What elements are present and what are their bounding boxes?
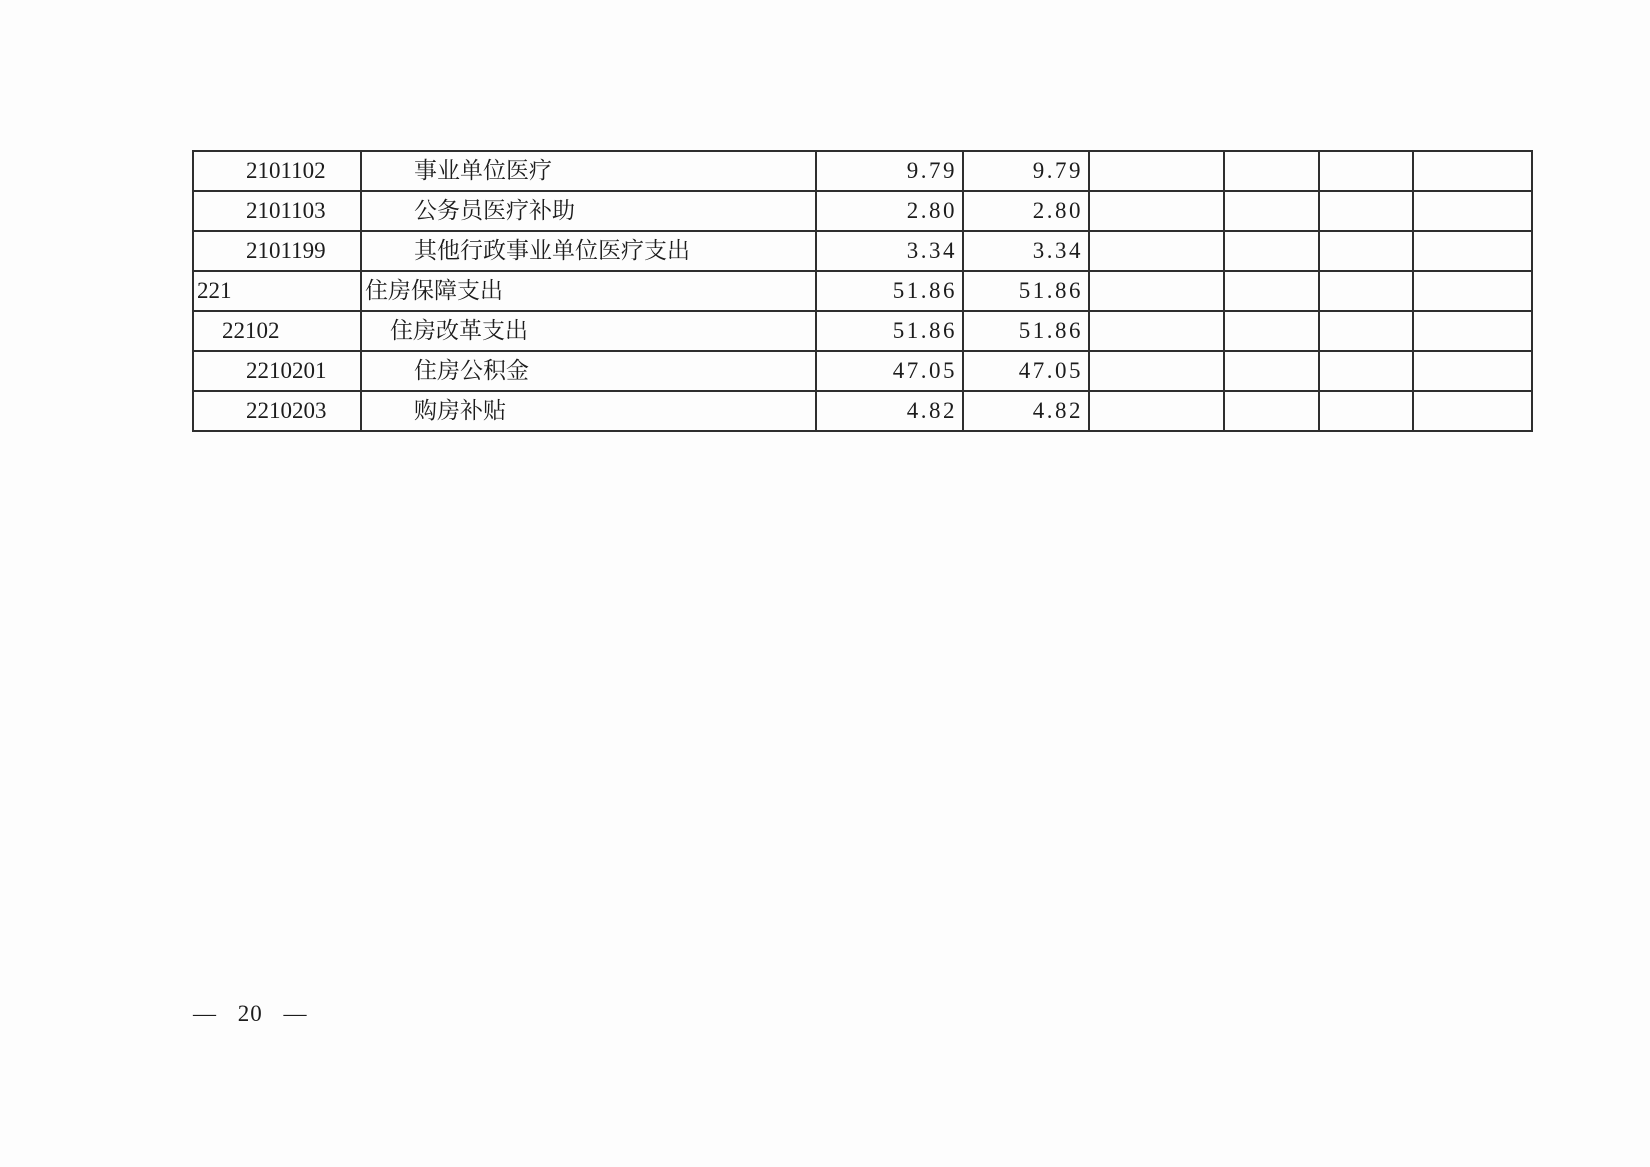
empty-cell <box>1413 191 1532 231</box>
amount1-cell <box>816 391 963 431</box>
item-name: 住房保障支出 <box>365 278 503 303</box>
empty-cell <box>1413 151 1532 191</box>
table-row <box>193 391 1532 431</box>
budget-table <box>192 150 1533 432</box>
table-row <box>193 351 1532 391</box>
empty-cell <box>1224 351 1319 391</box>
amount2-cell <box>963 391 1089 431</box>
item-name-cell <box>361 271 816 311</box>
budget-code: 2101199 <box>246 238 326 263</box>
empty-cell <box>1224 231 1319 271</box>
empty-cell <box>1089 191 1224 231</box>
empty-cell <box>1089 151 1224 191</box>
empty-cell <box>1224 311 1319 351</box>
empty-cell <box>1319 391 1413 431</box>
item-name: 其他行政事业单位医疗支出 <box>414 238 690 263</box>
budget-code-cell <box>193 191 361 231</box>
amount2-cell <box>963 311 1089 351</box>
amount1-value: 51.86 <box>892 318 957 343</box>
table-row <box>193 271 1532 311</box>
amount1-value: 47.05 <box>892 358 957 383</box>
empty-cell <box>1319 151 1413 191</box>
page-number: — 20 — <box>193 1001 308 1026</box>
item-name-cell <box>361 391 816 431</box>
amount2-cell <box>963 231 1089 271</box>
amount2-cell <box>963 151 1089 191</box>
table-row <box>193 151 1532 191</box>
budget-code: 22102 <box>222 318 280 343</box>
amount2-value: 4.82 <box>1032 398 1083 423</box>
empty-cell <box>1413 351 1532 391</box>
amount2-value: 51.86 <box>1018 318 1083 343</box>
amount1-cell <box>816 151 963 191</box>
amount2-value: 51.86 <box>1018 278 1083 303</box>
empty-cell <box>1413 271 1532 311</box>
budget-code-cell <box>193 351 361 391</box>
item-name: 公务员医疗补助 <box>414 198 575 223</box>
amount1-value: 3.34 <box>906 238 957 263</box>
empty-cell <box>1413 311 1532 351</box>
budget-code-cell <box>193 391 361 431</box>
empty-cell <box>1319 311 1413 351</box>
amount1-cell <box>816 231 963 271</box>
item-name-cell <box>361 231 816 271</box>
empty-cell <box>1224 191 1319 231</box>
amount2-value: 2.80 <box>1032 198 1083 223</box>
empty-cell <box>1224 151 1319 191</box>
amount2-cell <box>963 271 1089 311</box>
empty-cell <box>1089 391 1224 431</box>
budget-code: 221 <box>197 278 232 303</box>
empty-cell <box>1413 391 1532 431</box>
empty-cell <box>1319 231 1413 271</box>
empty-cell <box>1089 311 1224 351</box>
item-name: 购房补贴 <box>414 398 506 423</box>
amount2-cell <box>963 191 1089 231</box>
empty-cell <box>1224 391 1319 431</box>
item-name-cell <box>361 151 816 191</box>
empty-cell <box>1224 271 1319 311</box>
amount2-value: 3.34 <box>1032 238 1083 263</box>
amount1-cell <box>816 351 963 391</box>
table-row <box>193 231 1532 271</box>
item-name-cell <box>361 311 816 351</box>
budget-code: 2210203 <box>246 398 327 423</box>
item-name-cell <box>361 191 816 231</box>
budget-code: 2101103 <box>246 198 326 223</box>
empty-cell <box>1089 351 1224 391</box>
budget-code: 2101102 <box>246 158 326 183</box>
amount1-cell <box>816 311 963 351</box>
budget-table-body <box>193 151 1532 431</box>
item-name-cell <box>361 351 816 391</box>
amount1-cell <box>816 271 963 311</box>
amount1-value: 9.79 <box>906 158 957 183</box>
amount2-value: 9.79 <box>1032 158 1083 183</box>
amount1-value: 2.80 <box>906 198 957 223</box>
table-row <box>193 191 1532 231</box>
empty-cell <box>1089 271 1224 311</box>
empty-cell <box>1089 231 1224 271</box>
item-name: 住房改革支出 <box>390 318 528 343</box>
budget-code-cell <box>193 311 361 351</box>
budget-code-cell <box>193 151 361 191</box>
table-row <box>193 311 1532 351</box>
empty-cell <box>1319 351 1413 391</box>
empty-cell <box>1319 271 1413 311</box>
amount1-value: 4.82 <box>906 398 957 423</box>
amount1-value: 51.86 <box>892 278 957 303</box>
budget-code: 2210201 <box>246 358 327 383</box>
budget-code-cell <box>193 271 361 311</box>
budget-code-cell <box>193 231 361 271</box>
empty-cell <box>1319 191 1413 231</box>
empty-cell <box>1413 231 1532 271</box>
amount2-cell <box>963 351 1089 391</box>
amount2-value: 47.05 <box>1018 358 1083 383</box>
item-name: 事业单位医疗 <box>414 158 552 183</box>
item-name: 住房公积金 <box>414 358 529 383</box>
amount1-cell <box>816 191 963 231</box>
